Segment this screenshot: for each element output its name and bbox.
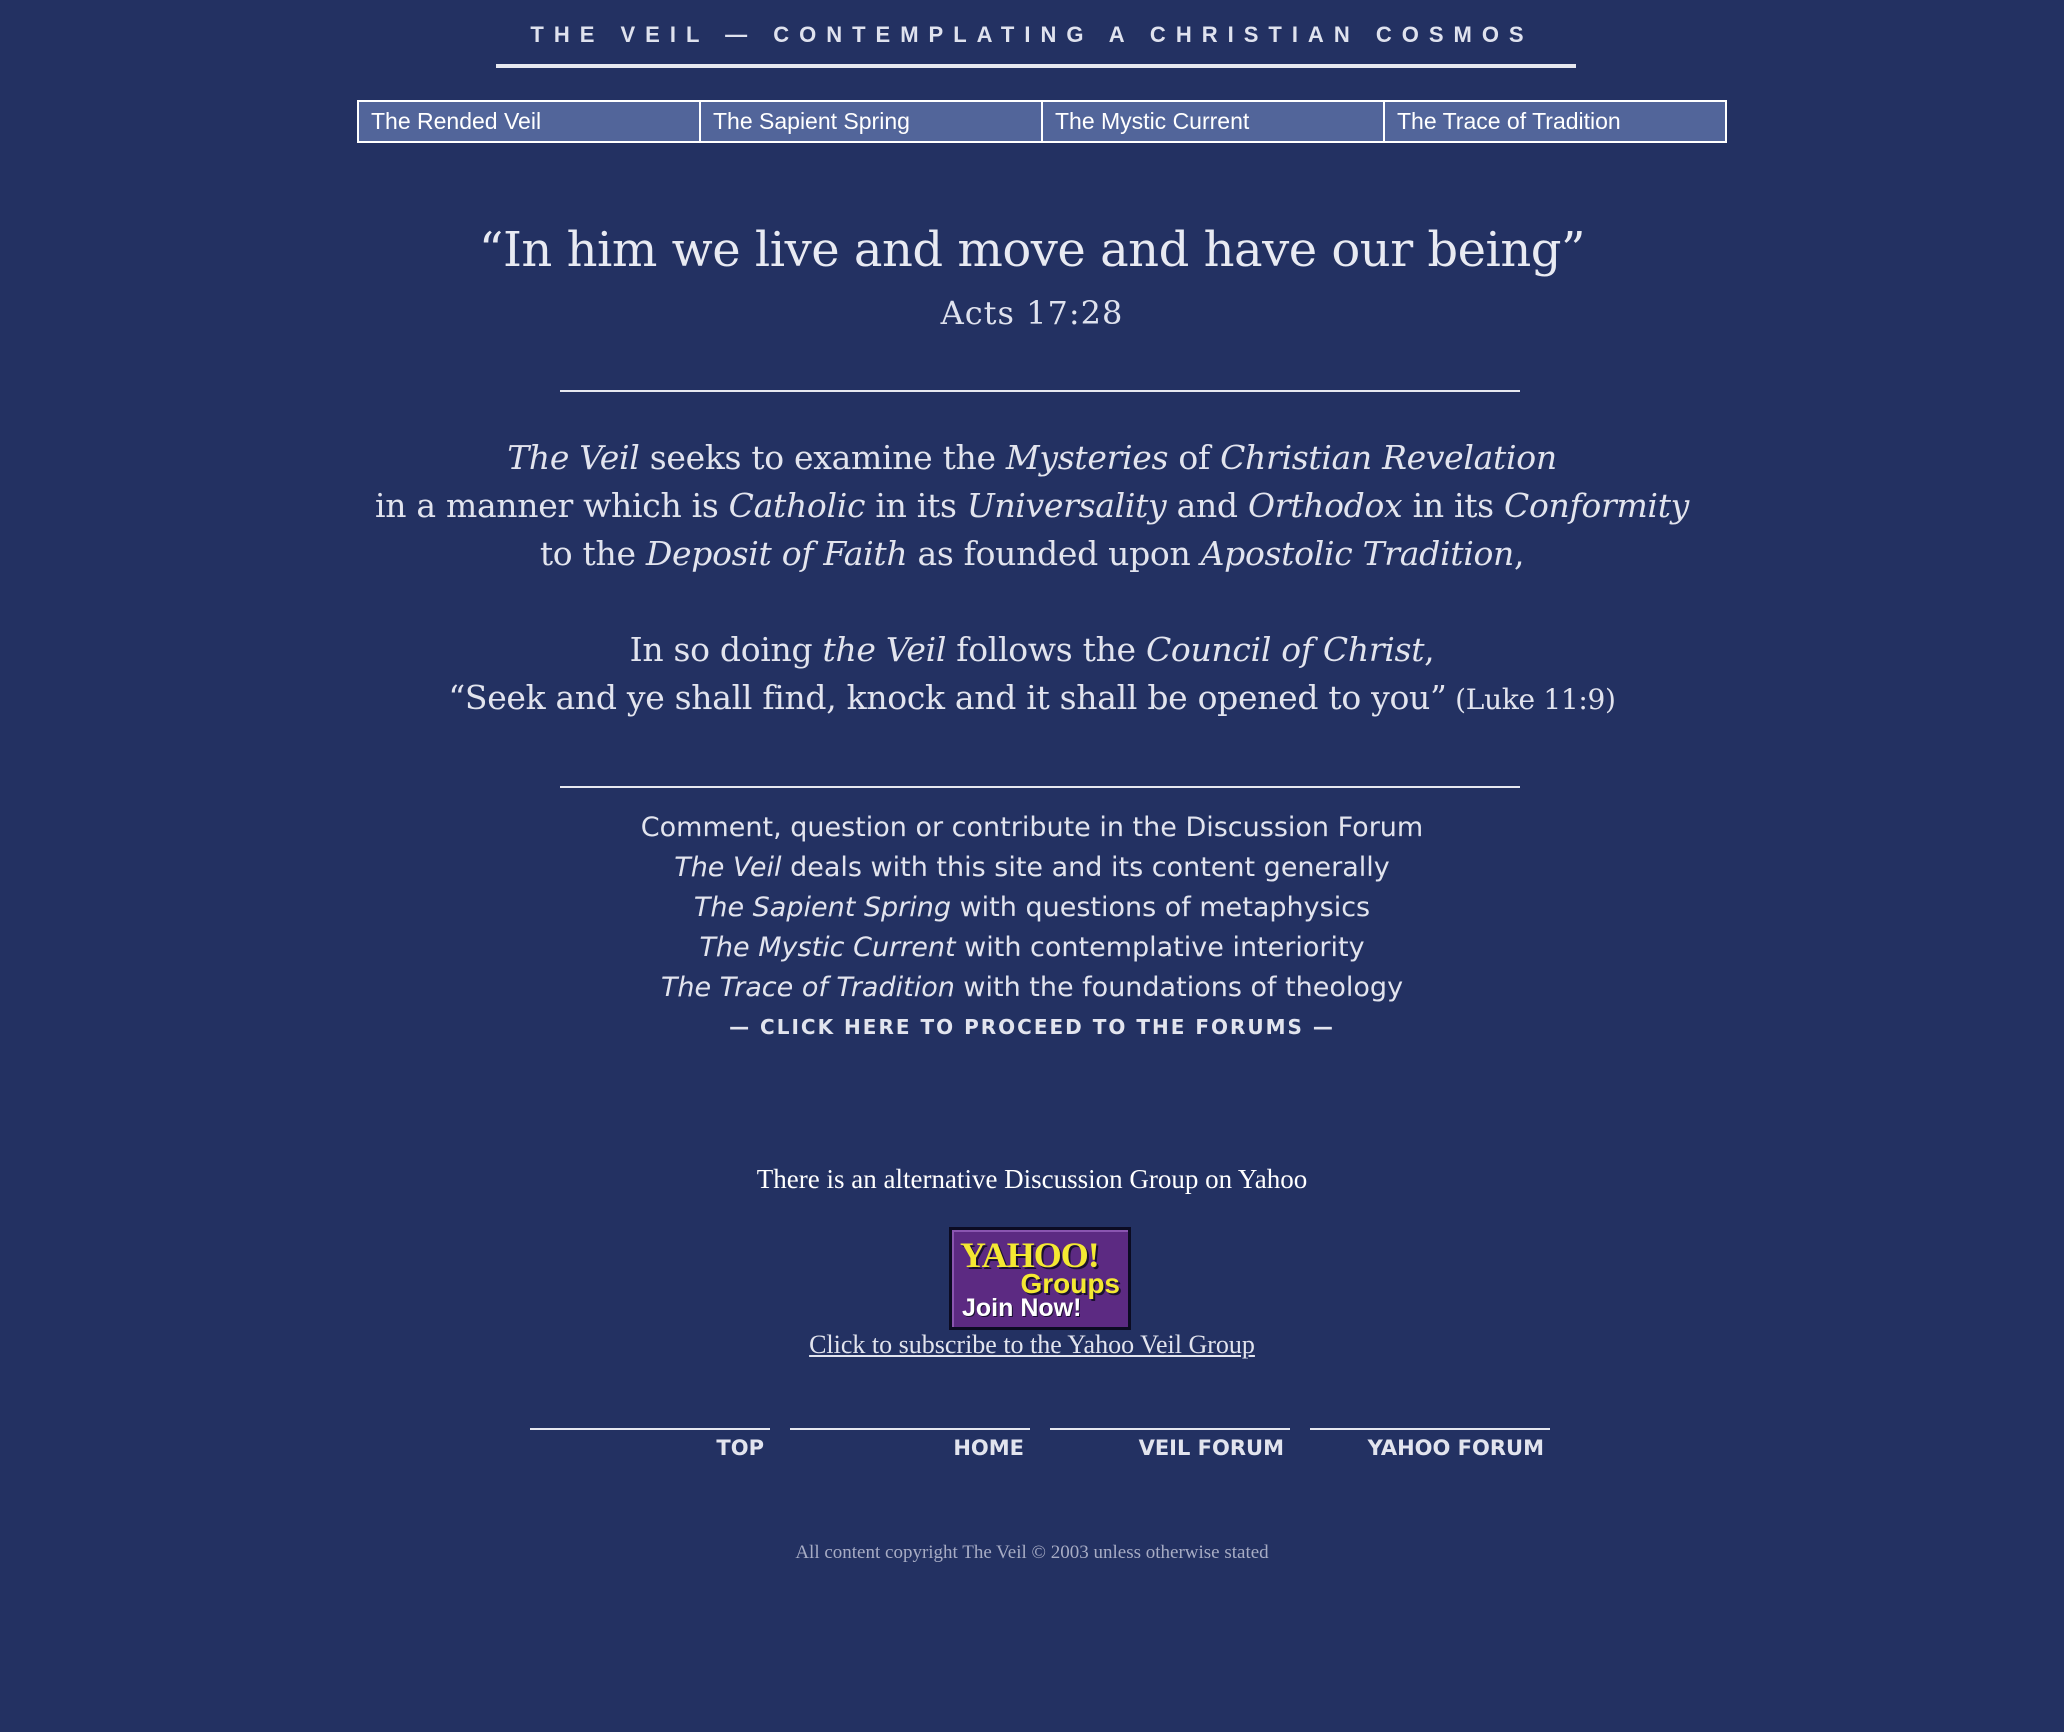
divider-bottom — [560, 786, 1520, 788]
yahoo-groups-text: Groups — [1020, 1268, 1120, 1299]
mission-text: Catholic — [728, 486, 866, 525]
mission-text: Universality — [966, 486, 1167, 525]
banner-rule — [496, 64, 1576, 68]
mission-text: The Veil — [507, 438, 640, 477]
mission-line-1 — [0, 434, 2064, 482]
forum-row — [0, 848, 2064, 888]
mission-text: Conformity — [1504, 486, 1689, 525]
forum-row — [0, 888, 2064, 928]
yahoo-group-text: There is an alternative Discussion Group on Yahoo — [756, 1164, 1308, 1194]
yahoo-join-text: Join Now! — [962, 1294, 1082, 1322]
forum-row — [0, 968, 2064, 1008]
mission-gap — [0, 578, 2064, 626]
mission-line-5 — [0, 674, 2064, 724]
site-banner-title: THE VEIL — CONTEMPLATING A CHRISTIAN COSMOS — [530, 22, 1534, 47]
mission-text: , — [1513, 534, 1525, 573]
mission-text: follows the — [946, 630, 1146, 669]
mission-citation: (Luke 11:9) — [1446, 683, 1616, 716]
mission-text: In so doing — [629, 630, 823, 669]
mission-line-3 — [0, 530, 2064, 578]
mission-text: Mysteries — [1005, 438, 1169, 477]
mission-line-4 — [0, 626, 2064, 674]
nav-item-mystic-current[interactable]: The Mystic Current — [1043, 102, 1385, 141]
footer-top-link[interactable]: TOP — [530, 1428, 770, 1460]
copyright-notice: All content copyright The Veil © 2003 unless otherwise stated — [795, 1542, 1269, 1563]
mission-text: seeks to examine the — [639, 438, 1006, 477]
forum-row — [0, 928, 2064, 968]
mission-text: of — [1168, 438, 1221, 477]
forum-intro: Comment, question or contribute in the Discussion Forum — [640, 812, 1424, 843]
forum-row-name: The Trace of Tradition — [660, 972, 955, 1003]
mission-text: “Seek and ye shall find, knock and it shall be opened to you” — [448, 678, 1447, 717]
mission-text: in its — [1402, 486, 1505, 525]
mission-text: Apostolic Tradition — [1200, 534, 1514, 573]
mission-text: in a manner which is — [374, 486, 729, 525]
main-nav — [357, 100, 1727, 143]
divider-top — [560, 390, 1520, 392]
mission-text: to the — [539, 534, 646, 573]
footer-nav — [530, 1428, 1550, 1460]
yahoo-subscribe-link[interactable]: Click to subscribe to the Yahoo Veil Group — [809, 1330, 1255, 1359]
forum-row-desc: with contemplative interiority — [955, 932, 1365, 963]
forum-info — [0, 808, 2064, 1008]
mission-text: Christian Revelation — [1220, 438, 1557, 477]
mission-text: as founded upon — [907, 534, 1201, 573]
forum-row-desc: with the foundations of theology — [954, 972, 1404, 1003]
mission-text: , — [1424, 630, 1435, 669]
footer-home-link[interactable]: HOME — [790, 1428, 1030, 1460]
scripture-citation: Acts 17:28 — [940, 294, 1124, 332]
forum-row-desc: deals with this site and its content generally — [781, 852, 1390, 883]
yahoo-logo-text: YAHOO! — [960, 1235, 1099, 1275]
mission-text: and — [1166, 486, 1248, 525]
mission-statement — [0, 434, 2064, 724]
forum-row-desc: with questions of metaphysics — [951, 892, 1371, 923]
proceed-to-forums-link[interactable]: — CLICK HERE TO PROCEED TO THE FORUMS — — [729, 1015, 1335, 1039]
mission-text: Deposit of Faith — [645, 534, 908, 573]
mission-text: Orthodox — [1247, 486, 1403, 525]
footer-veil-forum-link[interactable]: VEIL FORUM — [1050, 1428, 1290, 1460]
yahoo-groups-join-button[interactable] — [949, 1227, 1131, 1330]
mission-text: Council of Christ — [1145, 630, 1425, 669]
nav-item-trace-of-tradition[interactable]: The Trace of Tradition — [1397, 108, 1621, 134]
footer-yahoo-forum-link[interactable]: YAHOO FORUM — [1310, 1428, 1550, 1460]
forum-row-name: The Veil — [674, 852, 782, 883]
scripture-quote: “In him we live and move and have our being” — [478, 222, 1586, 278]
nav-item-rended-veil[interactable]: The Rended Veil — [359, 102, 701, 141]
mission-text: in its — [865, 486, 967, 525]
forum-row-name: The Mystic Current — [699, 932, 956, 963]
forum-row-name: The Sapient Spring — [693, 892, 952, 923]
mission-text: the Veil — [822, 630, 947, 669]
mission-line-2 — [0, 482, 2064, 530]
nav-item-sapient-spring[interactable]: The Sapient Spring — [701, 102, 1043, 141]
